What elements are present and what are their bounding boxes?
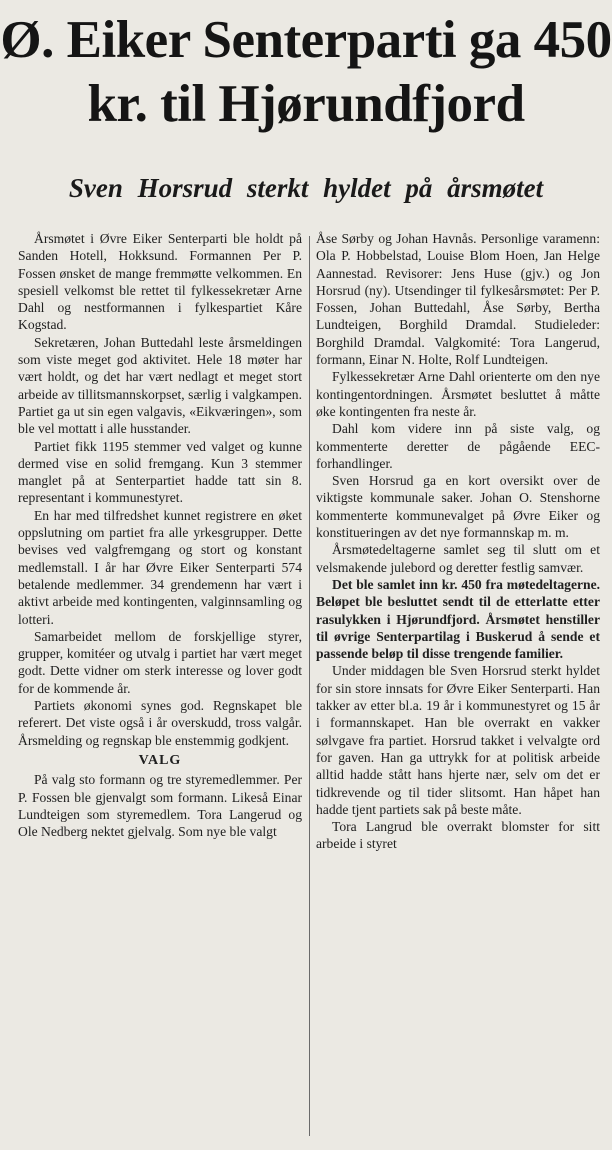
section-heading-valg: VALG (138, 752, 182, 768)
paragraph-election-result: Partiet fikk 1195 stemmer ved valget og kunne dermed vise en solid fremgang. Kun 3 stemmer manglet på at Senterpartiet hadde tatt sin 8. representant i kommunestyret. (18, 438, 302, 506)
paragraph-dinner: Årsmøtedeltagerne samlet seg til slutt om et velsmakende julebord og deretter festlig samvær. (316, 542, 600, 575)
article-column-right (316, 230, 600, 853)
paragraph-annual-meeting: Årsmøtet i Øvre Eiker Senterparti ble holdt på Sanden Hotell, Hokksund. Formannen Per P. Fossen ønsket de mange fremmøtte velkommen. En spesiell velkomst ble rettet til fylkessekretær Arne Dahl og nestformannen i fylkespartiet Kåre Kogstad. (18, 231, 302, 333)
paragraph-langrud-flowers: Tora Langrud ble overrakt blomster for sitt arbeide i styret (316, 819, 600, 852)
paragraph-eec: Dahl kom videre inn på siste valg, og kommenterte deretter de pågående EEC-forhandlinger. (316, 421, 600, 471)
paragraph-elected-members: Åse Sørby og Johan Havnås. Personlige varamenn: Ola P. Hobbelstad, Louise Blom Hoen, Jan Helge Aannestad. Revisorer: Jens Huse (gjv.) og Jon Horsrud (ny). Utsendinger til fylkesårsmøtet: Per P. Fossen, Johan Buttedahl, Åse Sørby, Bertha Lundteigen, Borghild Dramdal. Studieleder: Borghild Dramdal. Valgkomité: Tora Langerud, formann, Einar N. Holte, Rolf Lundteigen. (316, 231, 600, 368)
paragraph-contingent: Fylkessekretær Arne Dahl orienterte om den nye kontingentordningen. Årsmøtet besluttet å måtte øke kontingenten fra neste år. (316, 369, 600, 419)
headline: Ø. Eiker Senterparti ga 450 kr. til Hjørundfjord (0, 11, 612, 133)
paragraph-annual-report: Sekretæren, Johan Buttedahl leste årsmeldingen som viste meget god aktivitet. Hele 18 møter har vært holdt, og det har vært nedlagt et meget stort arbeide av tillitsmannskorpset, særlig i valgkampen. Partiet ga ut sin egen valgavis, «Eikværingen», som ble vel mottatt i alle husstander. (18, 334, 302, 437)
paragraph-cooperation: Samarbeidet mellom de forskjellige styrer, grupper, komitéer og utvalg i partiet har vært meget godt. Dette vidner om sterk interesse og lover godt for de kommende år. (18, 628, 302, 696)
article-column-left (18, 230, 302, 840)
paragraph-horsrud-tribute: Under middagen ble Sven Horsrud sterkt hyldet for sin store innsats for Øvre Eiker Senterparti. Han takker av etter bl.a. 19 år i kommunestyret og 15 år i formannskapet. Han ble overrakt en vakker sølvgave fra partiet. Horsrud takket i velvalgte ord for gaven. Han ga uttrykk for at politisk arbeide alltid hadde stått hans hjerte nær, selv om det er tidkrevende og til tider slitsomt. Han håpet han hadde tjent partiets sak på beste måte. (316, 663, 600, 817)
paragraph-elections: På valg sto formann og tre styremedlemmer. Per P. Fossen ble gjenvalgt som formann. Likeså Einar Lundteigen som styremedlem. Tora Langerud og Ole Nedberg nektet gjelvalg. Som nye ble valgt (18, 772, 302, 840)
paragraph-economy: Partiets økonomi synes god. Regnskapet ble referert. Det viste også i år overskudd, tross valgår. Årsmelding og regnskap ble enstemmig godkjent. (18, 698, 302, 748)
paragraph-collection: Det ble samlet inn kr. 450 fra møtedeltagerne. Beløpet ble besluttet sendt til de etterlatte etter rasulykken i Hjørundfjord. Årsmøtet henstiller til øvrige Senterpartilag i Buskerud å sende et passende beløp til disse trengende familier. (316, 576, 600, 662)
paragraph-municipal-overview: Sven Horsrud ga en kort oversikt over de viktigste kommunale saker. Johan O. Stenshorne kommenterte kommunevalget på Øvre Eiker og konstitueringen av det nye formannskap m. m. (316, 473, 600, 541)
column-divider (309, 236, 310, 1136)
paragraph-membership: En har med tilfredshet kunnet registrere en øket oppslutning om partiet fra alle yrkesgrupper. Dette bevises ved valgfremgang og stort og konstant medlemstall. I år har Øvre Eiker Senterparti 574 betalende medlemmer. 34 grendemenn har vært i aktivt arbeide med kontingenten, valginnsamling og lotteri. (18, 507, 302, 627)
subheadline: Sven Horsrud sterkt hyldet på årsmøtet (68, 173, 544, 203)
